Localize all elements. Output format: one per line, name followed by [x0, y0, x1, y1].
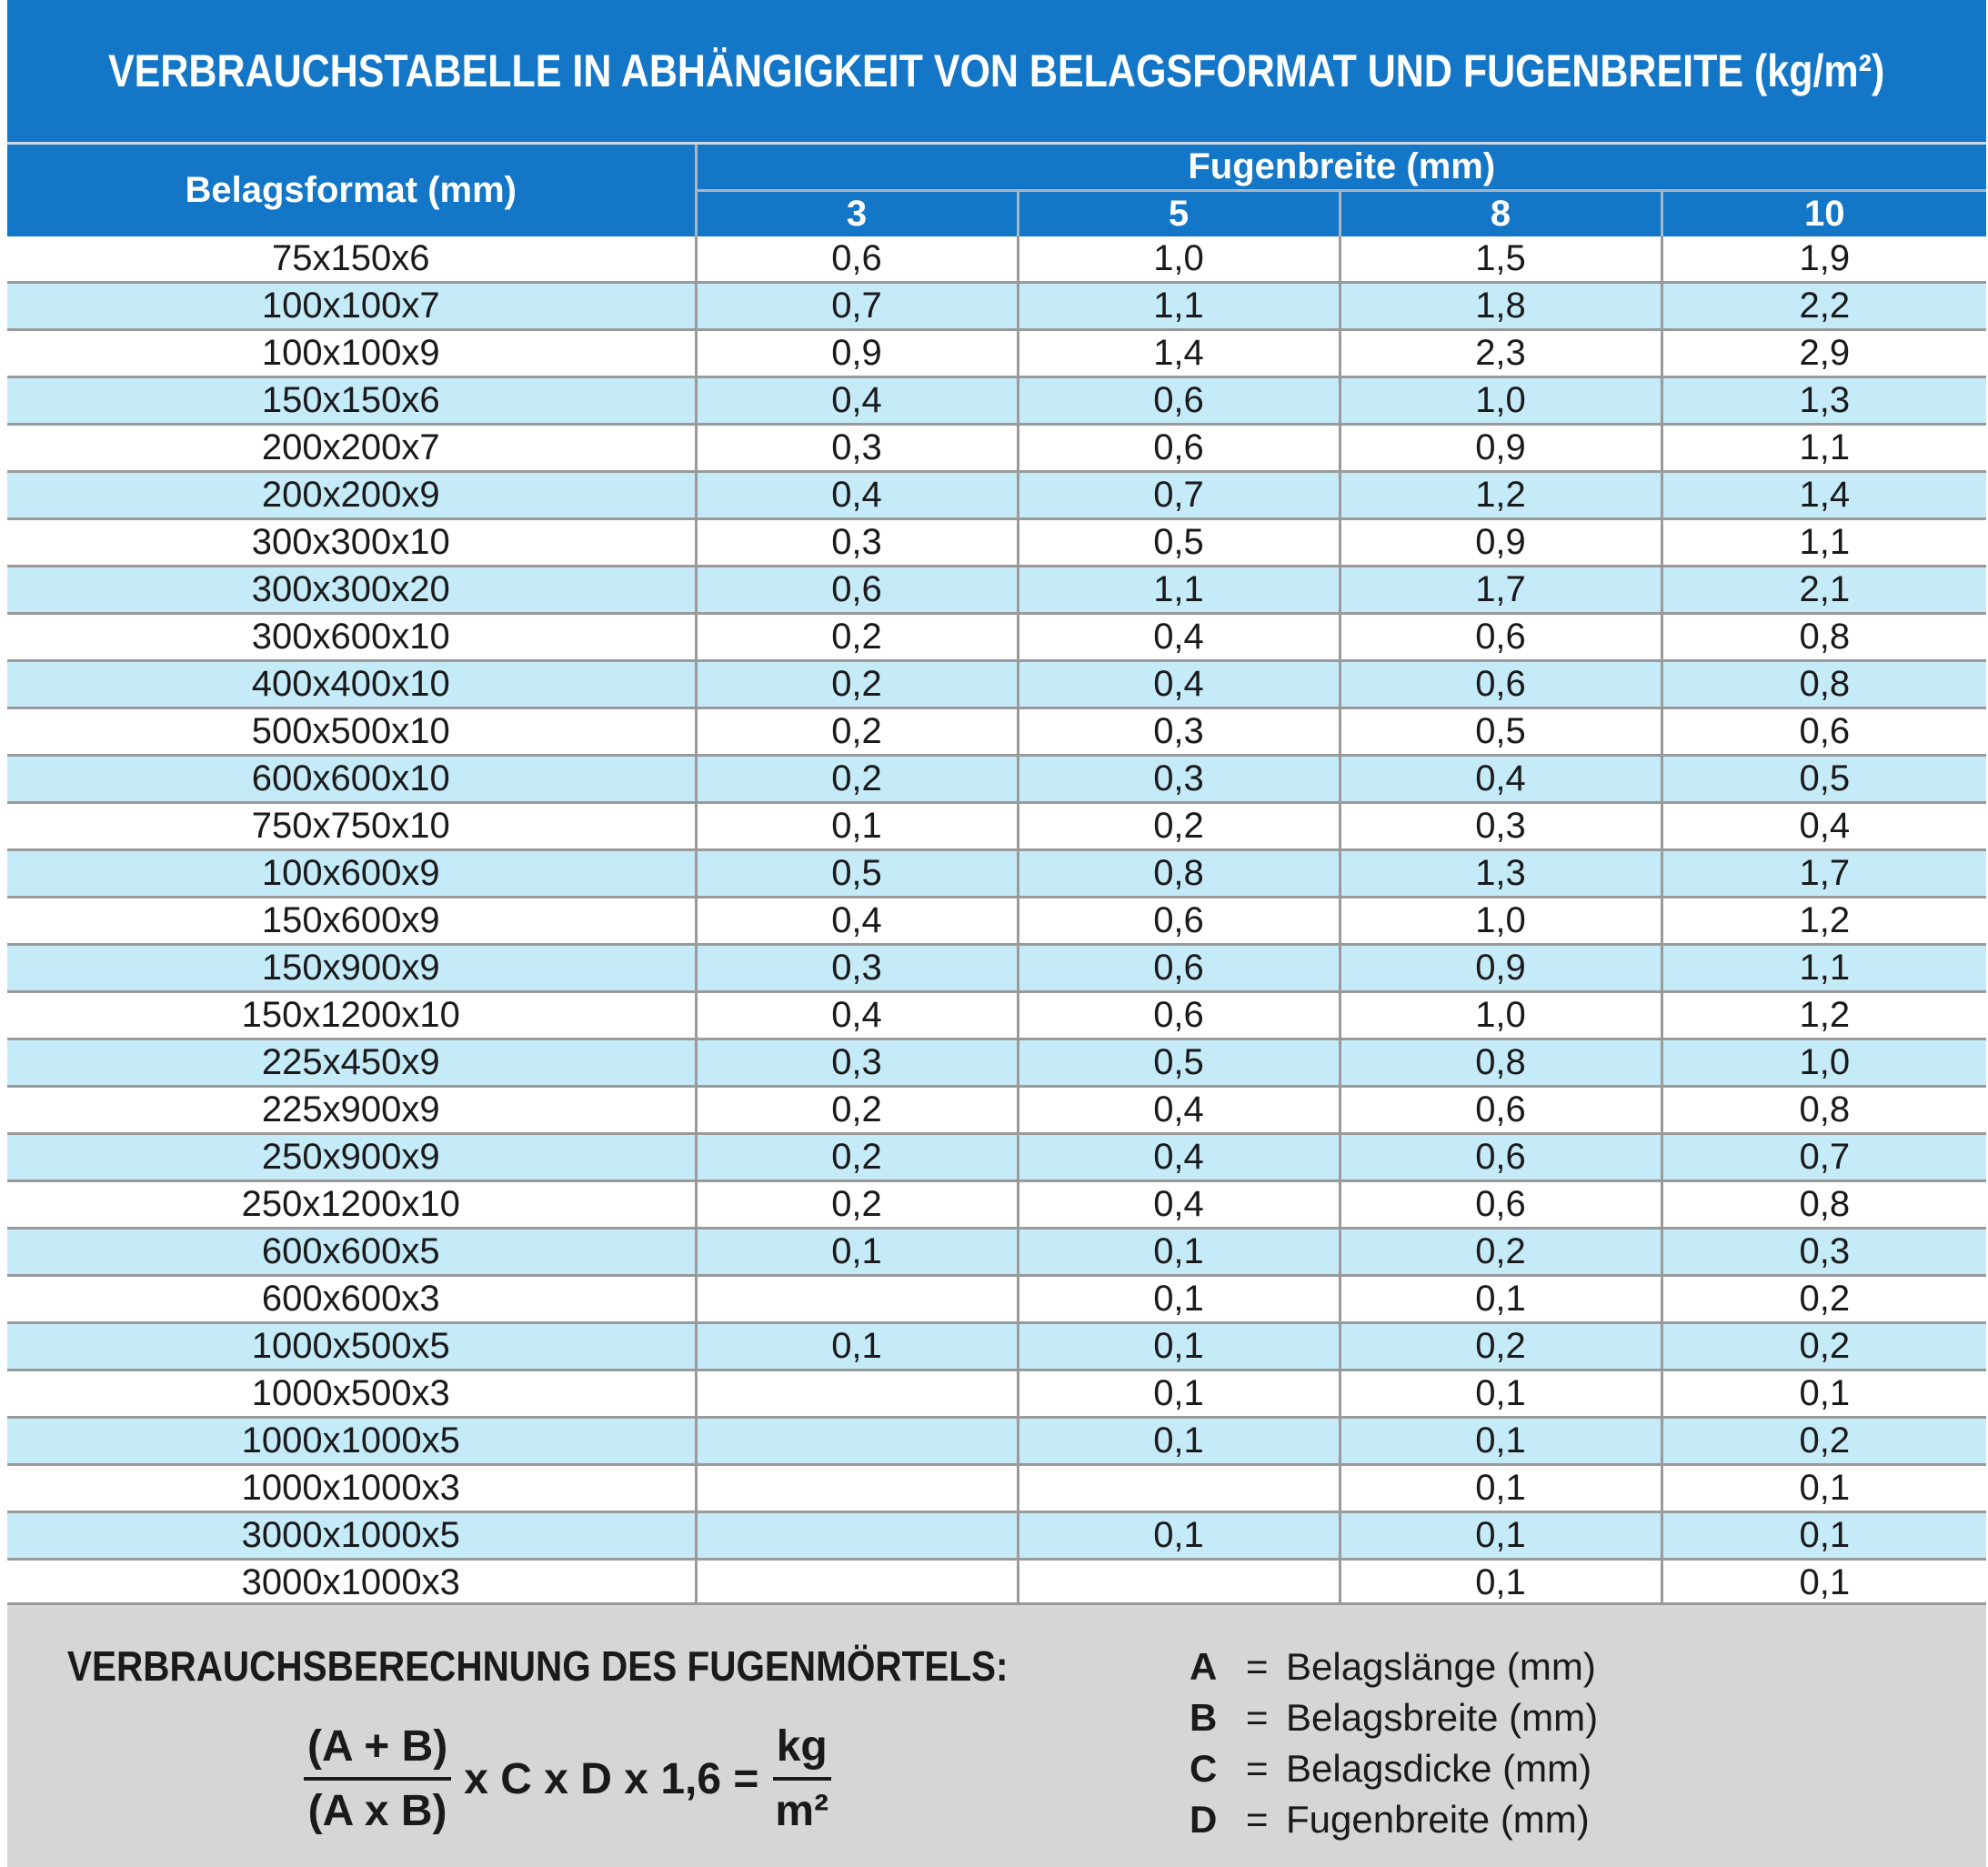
consumption-value-cell: 0,7	[696, 283, 1018, 330]
formula-multiplier: x C x D x 1,6 =	[464, 1754, 759, 1803]
table-row	[7, 1039, 1986, 1087]
consumption-value-cell: 2,3	[1340, 330, 1662, 377]
table-row	[7, 945, 1986, 992]
format-cell: 3000x1000x3	[7, 1560, 696, 1606]
consumption-value-cell: 0,1	[1018, 1323, 1340, 1370]
formula-unit-fraction	[771, 1721, 832, 1836]
consumption-table-document	[7, 0, 1986, 1864]
joint-width-column-header: 10	[1662, 191, 1986, 237]
legend-equals: =	[1246, 1798, 1269, 1841]
consumption-value-cell: 0,5	[1662, 756, 1986, 803]
consumption-value-cell: 0,4	[1018, 661, 1340, 708]
format-cell: 600x600x5	[7, 1229, 696, 1276]
consumption-value-cell: 0,8	[1662, 1087, 1986, 1134]
consumption-value-cell: 1,3	[1340, 850, 1662, 898]
consumption-value-cell: 0,4	[696, 992, 1018, 1039]
consumption-value-cell: 1,9	[1662, 236, 1986, 283]
consumption-value-cell: 0,9	[1340, 945, 1662, 992]
table-row	[7, 1229, 1986, 1276]
format-cell: 400x400x10	[7, 661, 696, 708]
format-cell: 200x200x7	[7, 425, 696, 472]
format-cell: 1000x500x5	[7, 1323, 696, 1370]
table-row	[7, 236, 1986, 283]
consumption-value-cell	[696, 1512, 1018, 1560]
consumption-value-cell: 0,1	[1340, 1276, 1662, 1323]
consumption-value-cell: 0,3	[696, 1039, 1018, 1087]
consumption-value-cell	[696, 1560, 1018, 1606]
format-cell: 1000x1000x3	[7, 1465, 696, 1512]
legend-text: Fugenbreite (mm)	[1286, 1798, 1590, 1841]
format-cell: 600x600x3	[7, 1276, 696, 1323]
format-cell: 250x900x9	[7, 1134, 696, 1181]
table-row	[7, 1134, 1986, 1181]
table-row	[7, 614, 1986, 661]
consumption-value-cell: 0,4	[1018, 1087, 1340, 1134]
format-cell: 150x900x9	[7, 945, 696, 992]
consumption-value-cell: 0,4	[1018, 614, 1340, 661]
consumption-value-cell: 1,0	[1340, 377, 1662, 425]
format-cell: 225x900x9	[7, 1087, 696, 1134]
consumption-value-cell: 0,5	[1340, 708, 1662, 756]
legend-key: B	[1190, 1696, 1218, 1739]
consumption-value-cell: 0,6	[1018, 425, 1340, 472]
consumption-value-cell: 0,3	[1018, 708, 1340, 756]
consumption-value-cell: 1,4	[1662, 472, 1986, 519]
consumption-table	[7, 145, 1986, 1605]
consumption-value-cell: 1,1	[1018, 567, 1340, 614]
formula-numerator: (A + B)	[304, 1721, 451, 1781]
consumption-value-cell: 0,8	[1662, 661, 1986, 708]
consumption-value-cell: 0,7	[1662, 1134, 1986, 1181]
table-row	[7, 330, 1986, 377]
legend-equals: =	[1246, 1696, 1269, 1739]
consumption-value-cell: 0,6	[1340, 614, 1662, 661]
consumption-value-cell	[696, 1465, 1018, 1512]
legend-equals: =	[1246, 1747, 1269, 1790]
table-row	[7, 708, 1986, 756]
consumption-value-cell: 1,5	[1340, 236, 1662, 283]
consumption-value-cell: 0,1	[1018, 1370, 1340, 1418]
consumption-value-cell: 1,1	[1662, 425, 1986, 472]
table-row	[7, 1465, 1986, 1512]
consumption-value-cell: 1,8	[1340, 283, 1662, 330]
table-row	[7, 661, 1986, 708]
format-cell: 300x600x10	[7, 614, 696, 661]
table-row	[7, 803, 1986, 850]
consumption-value-cell: 0,1	[1662, 1370, 1986, 1418]
table-header	[7, 145, 1986, 236]
format-cell: 250x1200x10	[7, 1181, 696, 1229]
consumption-value-cell: 0,5	[1018, 519, 1340, 567]
consumption-value-cell: 0,6	[1340, 1087, 1662, 1134]
consumption-value-cell: 1,1	[1662, 519, 1986, 567]
legend-row	[1190, 1692, 1598, 1743]
formula-denominator: (A x B)	[307, 1787, 447, 1835]
consumption-value-cell: 0,6	[696, 567, 1018, 614]
legend-text: Belagsbreite (mm)	[1286, 1696, 1599, 1739]
consumption-value-cell: 1,0	[1018, 236, 1340, 283]
format-cell: 1000x1000x5	[7, 1418, 696, 1465]
consumption-value-cell: 0,6	[1340, 1134, 1662, 1181]
consumption-value-cell: 1,4	[1018, 330, 1340, 377]
consumption-value-cell: 0,3	[1340, 803, 1662, 850]
consumption-value-cell: 0,2	[1662, 1276, 1986, 1323]
consumption-value-cell: 0,8	[1662, 614, 1986, 661]
table-row	[7, 1087, 1986, 1134]
consumption-value-cell: 2,2	[1662, 283, 1986, 330]
consumption-value-cell: 0,2	[1340, 1229, 1662, 1276]
consumption-value-cell: 0,9	[1340, 425, 1662, 472]
consumption-value-cell: 0,2	[1662, 1323, 1986, 1370]
consumption-value-cell: 0,1	[1340, 1560, 1662, 1606]
table-row	[7, 1276, 1986, 1323]
consumption-value-cell: 0,1	[1018, 1418, 1340, 1465]
consumption-value-cell: 0,6	[696, 236, 1018, 283]
consumption-value-cell: 0,5	[1018, 1039, 1340, 1087]
consumption-value-cell: 0,1	[1662, 1560, 1986, 1606]
consumption-value-cell: 1,2	[1662, 992, 1986, 1039]
format-cell: 100x100x7	[7, 283, 696, 330]
joint-width-column-header: 8	[1340, 191, 1662, 237]
formula	[304, 1720, 832, 1838]
format-cell: 200x200x9	[7, 472, 696, 519]
consumption-value-cell: 0,1	[1340, 1465, 1662, 1512]
consumption-value-cell	[696, 1370, 1018, 1418]
calculation-heading: VERBRAUCHSBERECHNUNG DES FUGENMÖRTELS:	[67, 1642, 1009, 1690]
formula-fraction	[304, 1721, 451, 1836]
consumption-value-cell: 0,2	[1340, 1323, 1662, 1370]
consumption-value-cell: 0,3	[696, 425, 1018, 472]
joint-width-group-header: Fugenbreite (mm)	[696, 145, 1986, 191]
consumption-value-cell: 0,6	[1018, 377, 1340, 425]
consumption-value-cell: 0,4	[696, 898, 1018, 945]
table-row	[7, 756, 1986, 803]
table-row	[7, 898, 1986, 945]
table-body	[7, 236, 1986, 1605]
consumption-value-cell: 0,3	[1662, 1229, 1986, 1276]
legend-text: Belagslänge (mm)	[1286, 1645, 1596, 1688]
consumption-value-cell: 0,2	[696, 756, 1018, 803]
title-bar	[7, 0, 1986, 142]
consumption-value-cell: 1,2	[1662, 898, 1986, 945]
consumption-value-cell: 0,1	[1018, 1276, 1340, 1323]
format-cell: 500x500x10	[7, 708, 696, 756]
consumption-value-cell: 0,1	[1340, 1370, 1662, 1418]
consumption-value-cell: 0,4	[696, 472, 1018, 519]
legend-row	[1190, 1794, 1598, 1845]
consumption-value-cell: 1,7	[1662, 850, 1986, 898]
consumption-value-cell	[696, 1276, 1018, 1323]
consumption-value-cell: 0,1	[696, 1229, 1018, 1276]
consumption-value-cell: 0,6	[1018, 898, 1340, 945]
consumption-value-cell: 0,1	[696, 803, 1018, 850]
legend-key: D	[1190, 1798, 1218, 1841]
consumption-value-cell: 0,1	[1662, 1512, 1986, 1560]
consumption-value-cell: 0,4	[1018, 1134, 1340, 1181]
consumption-value-cell: 1,0	[1340, 992, 1662, 1039]
consumption-value-cell: 0,2	[1018, 803, 1340, 850]
consumption-value-cell: 1,0	[1662, 1039, 1986, 1087]
consumption-value-cell: 1,1	[1662, 945, 1986, 992]
format-cell: 75x150x6	[7, 236, 696, 283]
consumption-value-cell: 0,3	[696, 519, 1018, 567]
consumption-value-cell: 0,8	[1340, 1039, 1662, 1087]
format-cell: 150x600x9	[7, 898, 696, 945]
format-cell: 225x450x9	[7, 1039, 696, 1087]
table-row	[7, 1512, 1986, 1560]
format-cell: 600x600x10	[7, 756, 696, 803]
formula-unit-numerator: kg	[773, 1721, 831, 1781]
table-row	[7, 377, 1986, 425]
consumption-value-cell: 0,2	[696, 614, 1018, 661]
legend-key: A	[1190, 1645, 1218, 1688]
format-cell: 3000x1000x5	[7, 1512, 696, 1560]
consumption-value-cell: 2,9	[1662, 330, 1986, 377]
table-row	[7, 1418, 1986, 1465]
format-cell: 1000x500x3	[7, 1370, 696, 1418]
consumption-value-cell: 0,1	[696, 1323, 1018, 1370]
consumption-value-cell: 0,1	[1662, 1465, 1986, 1512]
consumption-value-cell: 0,3	[696, 945, 1018, 992]
legend-equals: =	[1246, 1645, 1269, 1688]
consumption-value-cell: 1,1	[1018, 283, 1340, 330]
table-row	[7, 283, 1986, 330]
table-row	[7, 1181, 1986, 1229]
consumption-value-cell: 0,8	[1018, 850, 1340, 898]
format-cell: 750x750x10	[7, 803, 696, 850]
formula-unit-denominator: m²	[775, 1787, 829, 1835]
format-column-header: Belagsformat (mm)	[7, 145, 696, 236]
consumption-value-cell: 0,6	[1018, 945, 1340, 992]
consumption-value-cell: 0,8	[1662, 1181, 1986, 1229]
consumption-value-cell	[696, 1418, 1018, 1465]
consumption-value-cell: 0,1	[1018, 1512, 1340, 1560]
formula-legend	[1190, 1641, 1598, 1845]
consumption-value-cell: 0,3	[1018, 756, 1340, 803]
consumption-value-cell: 0,6	[1340, 661, 1662, 708]
consumption-value-cell: 0,1	[1018, 1229, 1340, 1276]
format-cell: 150x1200x10	[7, 992, 696, 1039]
legend-row	[1190, 1641, 1598, 1692]
consumption-value-cell	[1018, 1465, 1340, 1512]
consumption-value-cell: 0,2	[696, 1087, 1018, 1134]
table-row	[7, 567, 1986, 614]
consumption-value-cell: 0,5	[696, 850, 1018, 898]
table-row	[7, 472, 1986, 519]
consumption-value-cell: 0,2	[1662, 1418, 1986, 1465]
joint-width-column-header: 5	[1018, 191, 1340, 237]
consumption-value-cell: 1,3	[1662, 377, 1986, 425]
consumption-value-cell: 0,6	[1018, 992, 1340, 1039]
format-cell: 150x150x6	[7, 377, 696, 425]
consumption-value-cell: 0,2	[696, 1181, 1018, 1229]
consumption-value-cell: 0,1	[1340, 1418, 1662, 1465]
consumption-value-cell: 0,9	[1340, 519, 1662, 567]
consumption-value-cell: 1,0	[1340, 898, 1662, 945]
table-row	[7, 1560, 1986, 1606]
table-title: VERBRAUCHSTABELLE IN ABHÄNGIGKEIT VON BELAGSFORMAT UND FUGENBREITE (kg/m²)	[108, 45, 1885, 96]
consumption-value-cell: 0,4	[1662, 803, 1986, 850]
table-row	[7, 519, 1986, 567]
consumption-value-cell: 0,2	[696, 661, 1018, 708]
table-row	[7, 850, 1986, 898]
consumption-value-cell: 0,7	[1018, 472, 1340, 519]
table-row	[7, 992, 1986, 1039]
consumption-value-cell: 0,9	[696, 330, 1018, 377]
legend-row	[1190, 1743, 1598, 1794]
consumption-value-cell: 0,4	[696, 377, 1018, 425]
consumption-value-cell: 0,2	[696, 708, 1018, 756]
table-row	[7, 1323, 1986, 1370]
consumption-value-cell: 0,4	[1018, 1181, 1340, 1229]
consumption-value-cell: 0,1	[1340, 1512, 1662, 1560]
consumption-value-cell: 1,7	[1340, 567, 1662, 614]
format-cell: 300x300x20	[7, 567, 696, 614]
consumption-value-cell: 0,4	[1340, 756, 1662, 803]
format-cell: 300x300x10	[7, 519, 696, 567]
legend-text: Belagsdicke (mm)	[1286, 1747, 1592, 1790]
table-row	[7, 425, 1986, 472]
joint-width-column-header: 3	[696, 191, 1018, 237]
consumption-value-cell: 2,1	[1662, 567, 1986, 614]
calculation-footer	[7, 1602, 1986, 1867]
legend-key: C	[1190, 1747, 1218, 1790]
consumption-value-cell: 0,6	[1662, 708, 1986, 756]
format-cell: 100x100x9	[7, 330, 696, 377]
format-cell: 100x600x9	[7, 850, 696, 898]
consumption-value-cell: 0,6	[1340, 1181, 1662, 1229]
consumption-value-cell: 1,2	[1340, 472, 1662, 519]
consumption-value-cell	[1018, 1560, 1340, 1606]
consumption-value-cell: 0,2	[696, 1134, 1018, 1181]
table-row	[7, 1370, 1986, 1418]
